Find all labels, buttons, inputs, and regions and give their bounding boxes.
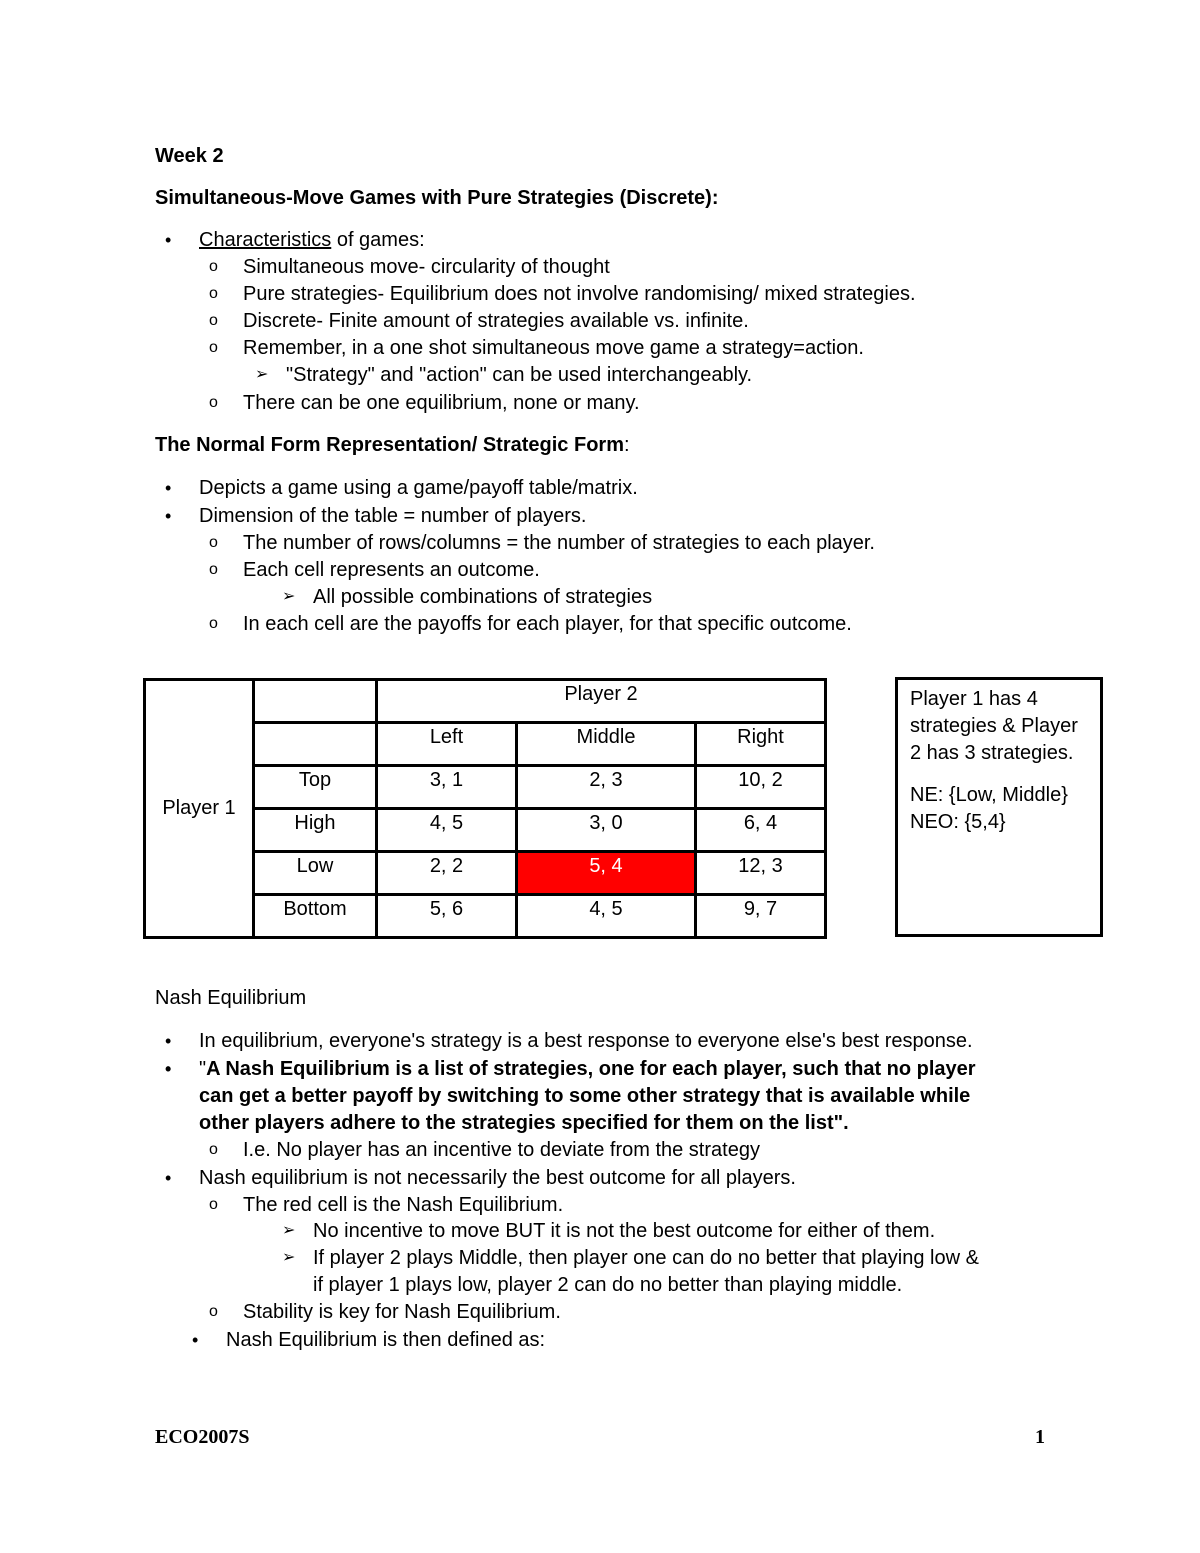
normal-form-sub-2: Each cell represents an outcome. — [243, 559, 540, 581]
col-header-right: Right — [696, 723, 826, 766]
char-item-1: Simultaneous move- circularity of thought — [243, 256, 610, 278]
bullet-dot: • — [165, 506, 172, 526]
characteristics-line — [199, 228, 425, 252]
sub-bullet-o: o — [209, 339, 218, 356]
player1-label: Player 1 — [145, 680, 254, 938]
col-header-middle: Middle — [517, 723, 696, 766]
info-ne: NE: {Low, Middle} — [910, 784, 1068, 806]
payoff-cell: 10, 2 — [696, 766, 826, 809]
payoff-cell: 3, 1 — [377, 766, 517, 809]
defined-as-note: Nash Equilibrium is then defined as: — [226, 1329, 546, 1351]
info-box — [895, 677, 1103, 937]
payoff-cell: 4, 5 — [517, 895, 696, 938]
normal-form-title-text: The Normal Form Representation/ Strategic Form — [155, 434, 624, 456]
char-item-2: Pure strategies- Equilibrium does not involve randomising/ mixed strategies. — [243, 283, 916, 305]
arrow-bullet-icon: ➢ — [282, 1222, 296, 1239]
payoff-cell: 9, 7 — [696, 895, 826, 938]
combinations-note: All possible combinations of strategies — [313, 586, 653, 608]
payoff-matrix — [143, 678, 827, 939]
bullet-dot: • — [192, 1330, 199, 1350]
payoff-cell: 12, 3 — [696, 852, 826, 895]
info-line-1: Player 1 has 4 — [910, 688, 1038, 710]
payoff-cell: 4, 5 — [377, 809, 517, 852]
stability-note: Stability is key for Nash Equilibrium. — [243, 1301, 561, 1323]
section-title-simultaneous: Simultaneous-Move Games with Pure Strategies (Discrete): — [155, 187, 719, 209]
characteristics-link-text: Characteristics — [199, 229, 332, 251]
footer-course-code: ECO2007S — [155, 1426, 250, 1448]
red-cell-note: The red cell is the Nash Equilibrium. — [243, 1194, 564, 1216]
quote-text-1: A Nash Equilibrium is a list of strategies, one for each player, such that no player — [206, 1058, 976, 1080]
no-incentive-note: No incentive to move BUT it is not the best outcome for either of them. — [313, 1220, 936, 1242]
best-response-line-2: if player 1 plays low, player 2 can do no better than playing middle. — [313, 1274, 903, 1296]
footer-page-number: 1 — [1035, 1426, 1045, 1448]
sub-bullet-o: o — [209, 285, 218, 302]
nash-quote-line-3: other players adhere to the strategies specified for them on the list". — [199, 1112, 849, 1134]
info-line-3: 2 has 3 strategies. — [910, 742, 1074, 764]
sub-bullet-o: o — [209, 312, 218, 329]
normal-form-sub-3: In each cell are the payoffs for each player, for that specific outcome. — [243, 613, 852, 635]
strategy-action-note: "Strategy" and "action" can be used interchangeably. — [286, 364, 753, 386]
best-response-line-1: If player 2 plays Middle, then player one can do no better that playing low & — [313, 1247, 979, 1269]
nash-quote-line-2: can get a better payoff by switching to some other strategy that is available while — [199, 1085, 971, 1107]
payoff-cell: 2, 2 — [377, 852, 517, 895]
row-label-top: Top — [254, 766, 377, 809]
info-line-2: strategies & Player — [910, 715, 1078, 737]
bullet-dot: • — [165, 230, 172, 250]
arrow-bullet-icon: ➢ — [255, 366, 269, 383]
row-label-bottom: Bottom — [254, 895, 377, 938]
arrow-bullet-icon: ➢ — [282, 1249, 296, 1266]
nash-bullet-3: Nash equilibrium is not necessarily the best outcome for all players. — [199, 1167, 796, 1189]
payoff-cell: 3, 0 — [517, 809, 696, 852]
arrow-bullet-icon: ➢ — [282, 588, 296, 605]
section-title-normal-form — [155, 433, 630, 457]
sub-bullet-o: o — [209, 1141, 218, 1158]
sub-bullet-o: o — [209, 615, 218, 632]
empty-corner-cell — [254, 723, 377, 766]
characteristics-rest: of games: — [331, 229, 425, 251]
bullet-dot: • — [165, 1168, 172, 1188]
bullet-dot: • — [165, 478, 172, 498]
sub-bullet-o: o — [209, 1303, 218, 1320]
sub-bullet-o: o — [209, 1196, 218, 1213]
nash-bullet-1: In equilibrium, everyone's strategy is a best response to everyone else's best response. — [199, 1030, 973, 1052]
char-item-4: Remember, in a one shot simultaneous move game a strategy=action. — [243, 337, 864, 359]
quote-open: " — [199, 1058, 207, 1080]
payoff-cell: 5, 6 — [377, 895, 517, 938]
payoff-cell: 2, 3 — [517, 766, 696, 809]
nash-quote-line-1 — [199, 1057, 976, 1081]
sub-bullet-o: o — [209, 534, 218, 551]
normal-form-bullet-2: Dimension of the table = number of players. — [199, 505, 587, 527]
sub-bullet-o: o — [209, 561, 218, 578]
player2-label: Player 2 — [377, 680, 826, 723]
nash-equilibrium-title: Nash Equilibrium — [155, 987, 307, 1009]
ie-note: I.e. No player has an incentive to deviate from the strategy — [243, 1139, 760, 1161]
empty-corner-cell — [254, 680, 377, 723]
normal-form-colon: : — [623, 434, 630, 456]
normal-form-bullet-1: Depicts a game using a game/payoff table/matrix. — [199, 477, 638, 499]
row-label-low: Low — [254, 852, 377, 895]
normal-form-sub-1: The number of rows/columns = the number of strategies to each player. — [243, 532, 875, 554]
week-heading: Week 2 — [155, 145, 224, 167]
col-header-left: Left — [377, 723, 517, 766]
char-item-3: Discrete- Finite amount of strategies available vs. infinite. — [243, 310, 749, 332]
sub-bullet-o: o — [209, 258, 218, 275]
bullet-dot: • — [165, 1031, 172, 1051]
payoff-cell: 6, 4 — [696, 809, 826, 852]
nash-equilibrium-cell: 5, 4 — [517, 852, 696, 895]
sub-bullet-o: o — [209, 394, 218, 411]
equilibrium-count-note: There can be one equilibrium, none or many. — [243, 392, 640, 414]
row-label-high: High — [254, 809, 377, 852]
info-neo: NEO: {5,4} — [910, 811, 1006, 833]
bullet-dot: • — [165, 1059, 172, 1079]
